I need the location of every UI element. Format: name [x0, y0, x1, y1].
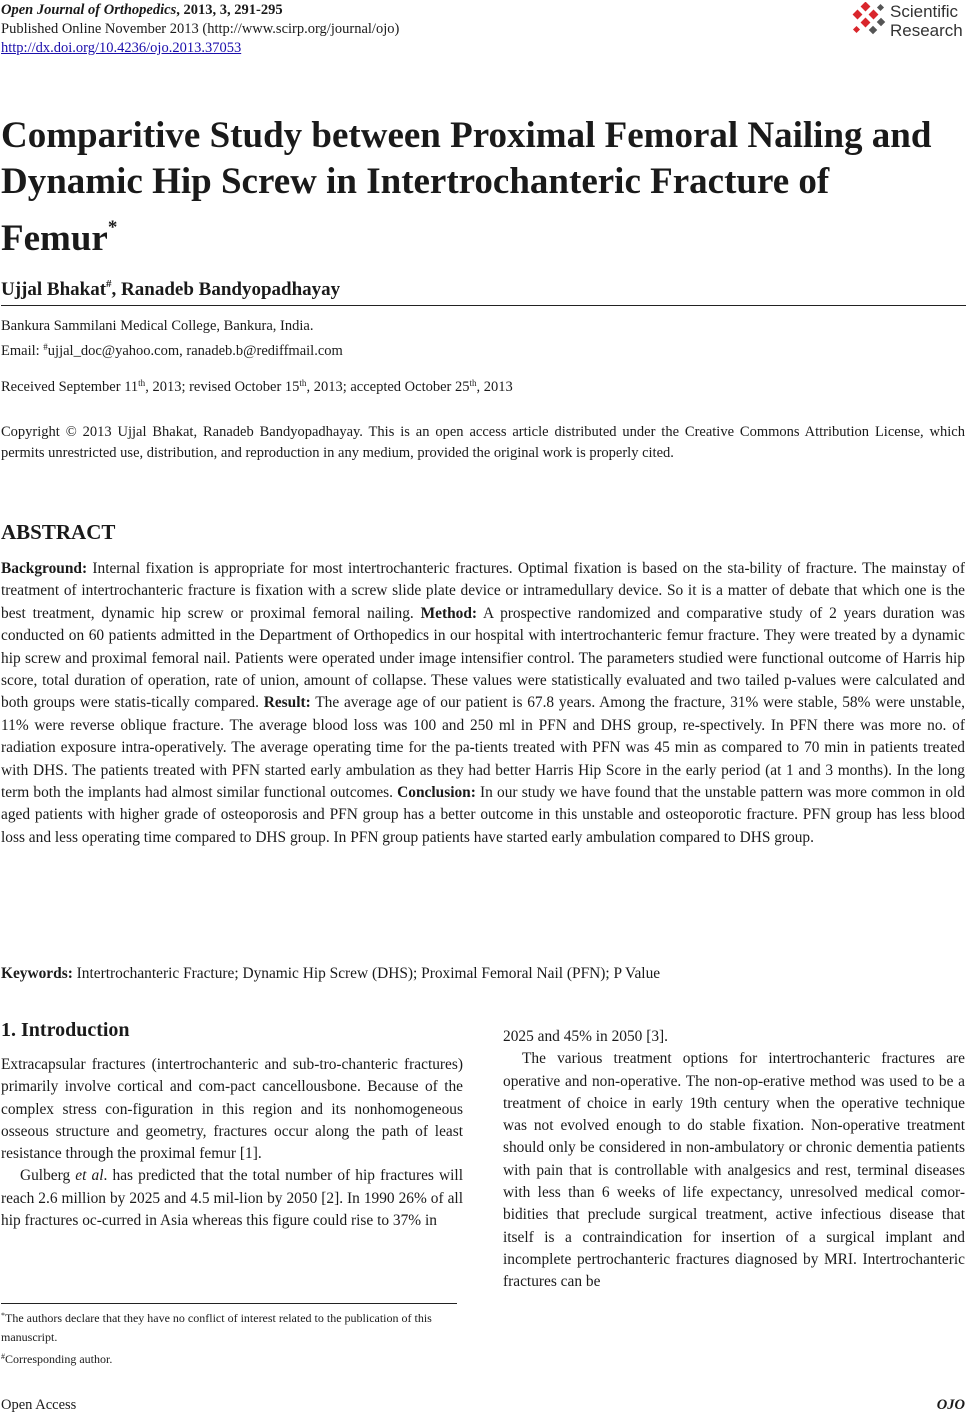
result-label: Result:: [263, 694, 311, 712]
copyright-notice: Copyright © 2013 Ujjal Bhakat, Ranadeb Bandyopadhayay. This is an open access article distributed under the Creative Commons Attribution License, which permits unrestricted use, distribution, and reproduction in any medium, provided the original work is properly cited.: [1, 424, 965, 461]
journal-abbrev: OJO: [936, 1397, 965, 1413]
intro-paragraph-2: [1, 1165, 463, 1232]
email-addresses: ujjal_doc@yahoo.com, ranadeb.b@rediffmail.com: [47, 343, 343, 359]
author-list: [1, 278, 340, 301]
p2-start: Gulberg: [20, 1167, 76, 1185]
intro-paragraph-1: Extracapsular fractures (intertrochanteric and sub-tro-chanteric fractures) primarily involve cortical and com-pact cancellousbone. Because of the complex stress con-figuration in this region and its nonhomogeneous osseous structure and geometry, fractures occur along the path of least resistance through the proximal femur [1].: [1, 1056, 463, 1163]
accepted-suffix: th: [469, 378, 477, 388]
conclusion-label: Conclusion:: [397, 784, 476, 802]
journal-header: [1, 1, 399, 58]
author-1-mark: #: [106, 278, 112, 290]
conclusion-text: In our study we have found that the unstable pattern was more common in old aged patients with higher grade of osteoporosis and PFN group has a better outcome in this unstable and osteoporotic fracture. PFN group has less blood loss and less operating time compared to DHS group. In PFN group patients have started early ambulation compared to DHS group.: [1, 784, 965, 846]
author-2: , Ranadeb Bandyopadhayay: [111, 279, 341, 300]
volume-info: , 2013, 3, 291-295: [176, 2, 283, 18]
logo-text: [890, 2, 963, 40]
title-line3: Femur: [1, 218, 108, 259]
open-access-label: Open Access: [1, 1397, 77, 1413]
received-date: Received September 11: [1, 379, 139, 395]
keywords-text: Intertrochanteric Fracture; Dynamic Hip Screw (DHS); Proximal Femoral Nail (PFN); P Value: [72, 965, 661, 982]
footnote-1-text: The authors declare that they have no conflict of interest related to the publication of this manuscript.: [1, 1311, 432, 1344]
footnotes: [1, 1306, 463, 1369]
footnote-2-mark: #: [1, 1352, 5, 1361]
intro-heading: 1. Introduction: [1, 1019, 130, 1041]
journal-citation: [1, 1, 399, 20]
p2-etal: et al: [75, 1167, 104, 1185]
left-column: [1, 1054, 463, 1232]
footnote-2-text: Corresponding author.: [5, 1352, 113, 1366]
received-suffix: th: [138, 378, 146, 388]
email-mark: #: [43, 342, 48, 352]
footnote-1: [1, 1306, 463, 1347]
title-line1: Comparitive Study between Proximal Femoral Nailing and: [1, 115, 932, 156]
author-rule: [1, 305, 966, 306]
doi-link[interactable]: http://dx.doi.org/10.4236/ojo.2013.37053: [1, 40, 242, 56]
logo-mark-icon: [848, 2, 888, 42]
p2-rest: . has predicted that the total number of hip fractures will reach 2.6 million by 2025 and 4.5 mil-lion by 2050 [2]. In 1990 26% of all hip fractures oc-curred in Asia whereas this figure could rise to 37% in: [1, 1167, 463, 1230]
abstract-body: [1, 558, 965, 849]
intro-paragraph-4: The various treatment options for intertrochanteric fractures are operative and non-operative. The non-op-erative method was used to be a treatment of choice in early 19th century when the operative technique was not evolved enough to do stable fixation. Non-operative treatment should only be considered in non-ambulatory or chronic dementia patients with pain that is controllable with analgesics and rest, terminal diseases with less than 6 weeks of life expectancy, unresolved medical comor-bidities that preclude surgical treatment, active infectious disease that itself is a contraindication for insertion of a surgical implant and incomplete pertrochanteric fractures diagnosed by MRI. Intertrochanteric fractures can be: [503, 1050, 965, 1291]
email-label: Email:: [1, 343, 44, 359]
accepted-date: , 2013; accepted October 25: [306, 379, 470, 395]
footnote-1-mark: *: [1, 1311, 5, 1320]
keywords-line: [1, 965, 965, 983]
result-text: The average age of our patient is 67.8 years. Among the fracture, 31% were stable, 58% were unstable, 11% were reverse oblique fracture. The average blood loss was 100 and 250 ml in PFN and DHS group, re-spectively. In PFN there was more no. of radiation exposure intra-operatively. The average operating time for the pa-tients treated with PFN was 45 min as compared to 70 min in patients treated with DHS. The patients treated with PFN started early ambulation as they had better Harris Hip Score in the early period (at 1 and 3 months). In the long term both the implants had almost similar functional outcomes.: [1, 694, 966, 802]
title-footnote-mark: *: [107, 217, 118, 238]
revised-suffix: th: [299, 378, 307, 388]
email-line: [1, 337, 343, 362]
background-text: Internal fixation is appropriate for most intertrochanteric fractures. Optimal fixation is based on the sta-bility of fracture. The mainstay of treatment of intertrochanteric fracture is fixation with a screw slide plate device or intramedullary device. So it is a matter of debate that which one is the best treatment, dynamic hip screw or proximal femoral nailing.: [1, 560, 965, 622]
background-label: Background:: [1, 560, 88, 577]
intro-paragraph-3: 2025 and 45% in 2050 [3].: [503, 1028, 668, 1045]
abstract-heading: ABSTRACT: [1, 520, 116, 544]
method-label: Method:: [420, 604, 478, 622]
footnote-2: [1, 1347, 463, 1369]
scientific-research-logo: [848, 2, 966, 42]
published-online: Published Online November 2013 (http://www.scirp.org/journal/ojo): [1, 21, 400, 37]
accepted-year: , 2013: [476, 379, 513, 395]
revised-date: , 2013; revised October 15: [145, 379, 300, 395]
logo-text-line2: Research: [890, 21, 963, 40]
right-column: [503, 1026, 965, 1294]
paper-title: [1, 113, 967, 262]
logo-text-line1: Scientific: [890, 2, 959, 21]
author-1: Ujjal Bhakat: [1, 279, 107, 300]
affiliation-block: [1, 316, 343, 362]
received-dates: [1, 378, 513, 396]
method-text: A prospective randomized and comparative study of 2 years duration was conducted on 60 patients admitted in the Department of Orthopedics in our hospital with intertrochanteric femur fracture. They were treated by a dynamic hip screw and proximal femoral nail. Patients were operated under image intensifier control. The parameters studied were functional outcome of Harris hip score, total duration of operation, rate of union, amount of collapse. These values were statistically evaluated and two tailed p-values were calculated and both groups were statis-tically compared.: [1, 604, 965, 712]
footnote-rule: [1, 1303, 457, 1304]
journal-name: Open Journal of Orthopedics: [1, 2, 177, 18]
keywords-label: Keywords:: [1, 965, 73, 982]
affiliation: Bankura Sammilani Medical College, Bankura, India.: [1, 318, 314, 334]
title-line2: Dynamic Hip Screw in Intertrochanteric Fracture of: [1, 161, 830, 202]
